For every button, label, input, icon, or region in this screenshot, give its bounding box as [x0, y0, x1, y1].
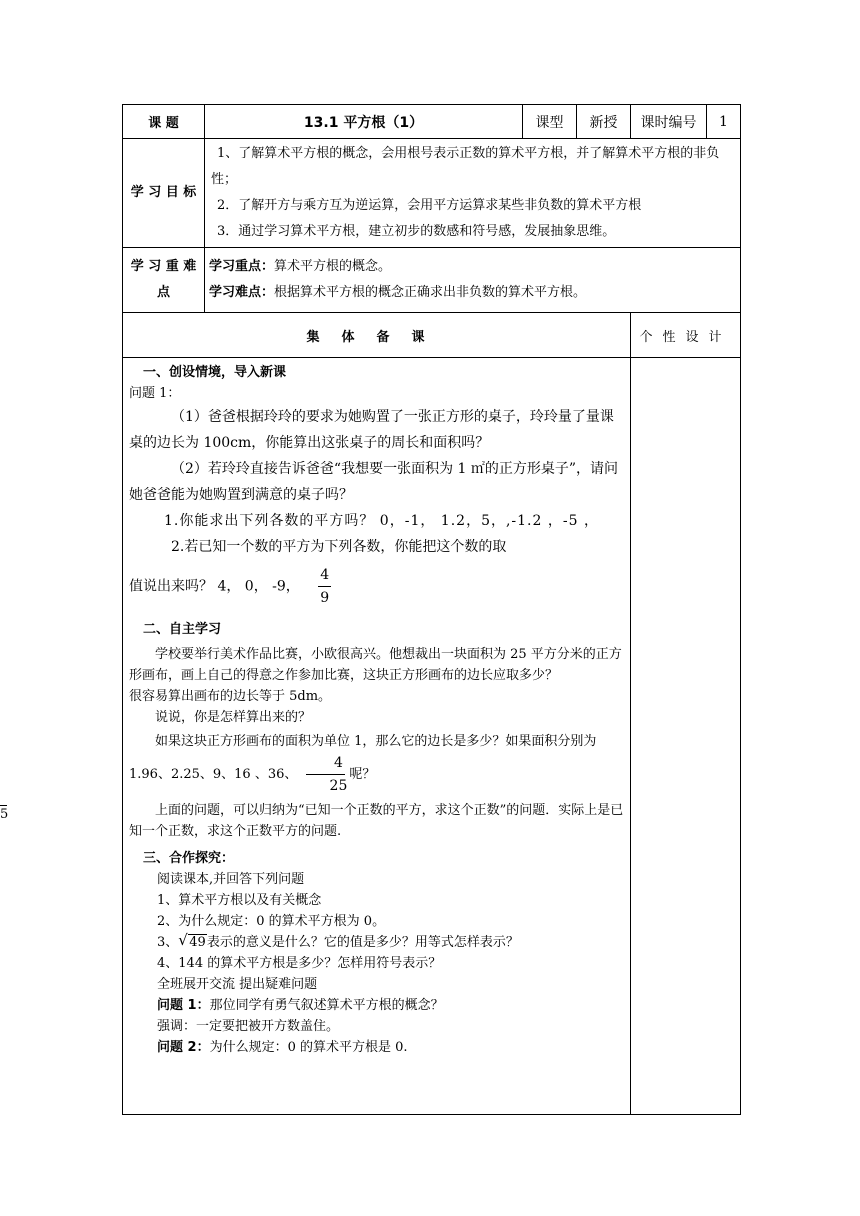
section3-question2	[129, 1037, 624, 1058]
content-row	[123, 358, 741, 1115]
lesson-plan-table	[122, 104, 741, 1115]
prep-header-row	[123, 313, 741, 358]
goal-item: 2．了解开方与乘方互为逆运算，会用平方运算求某些非负数的算术平方根	[217, 198, 642, 213]
question1-label: 问题 1：	[157, 998, 210, 1013]
section1-para2: （2）若玲玲直接告诉爸爸“我想要一张面积为 1 ㎡的正方形桌子”，请问她爸爸能为她购置到满意的桌子吗？	[129, 461, 619, 503]
header-row	[123, 105, 741, 139]
fraction-denominator: 9	[320, 590, 330, 606]
section3-item3-prefix: 3、	[157, 935, 179, 950]
section1-question-label: 问题 1：	[129, 386, 181, 401]
individual-design-cell	[631, 358, 741, 1115]
section3-emphasis: 强调：一定要把被开方数盖住。	[157, 1019, 340, 1034]
section1-para5	[129, 564, 624, 609]
goal-item: 1、了解算术平方根的概念，会用根号表示正数的算术平方根，并了解算术平方根的非负性；	[211, 146, 720, 187]
section2-para1: 学校要举行美术作品比赛，小欧很高兴。他想裁出一块面积为 25 平方分米的正方形画布，画上自己的得意之作参加比赛，这块正方形画布的边长应取多少？	[129, 647, 622, 683]
focus-line	[209, 254, 736, 280]
difficulty-line	[209, 280, 736, 306]
goals-content	[205, 139, 741, 248]
collective-prep-title: 集体备课	[123, 313, 631, 358]
lesson-title: 13.1 平方根（1）	[205, 105, 523, 139]
individual-design-title: 个性设计	[631, 313, 741, 358]
focus-text: 算术平方根的概念。	[274, 259, 392, 274]
section3-item1: 1、算术平方根以及有关概念	[157, 893, 322, 908]
question2-label: 问题 2：	[157, 1040, 210, 1055]
section1-para4: 2.若已知一个数的平方为下列各数，你能把这个数的取	[171, 539, 507, 555]
question1-text: 那位同学有勇气叙述算术平方根的概念？	[209, 998, 444, 1013]
period-label: 课时编号	[631, 105, 707, 139]
lesson-content	[123, 358, 631, 1115]
section3-item3	[129, 932, 624, 953]
keypoints-label: 学 习 重 难 点	[123, 248, 205, 313]
fraction-numerator: 4	[318, 564, 331, 587]
radical-sign: √	[178, 931, 188, 949]
section2-para5: 上面的问题，可以归纳为“已知一个正数的平方，求这个正数”的问题．实际上是已知一个正数，求这个正数平方的问题.	[129, 803, 624, 839]
difficulty-label: 学习难点：	[209, 285, 275, 300]
period-value: 1	[707, 105, 741, 139]
type-label: 课型	[523, 105, 577, 139]
fraction-4-25	[304, 752, 348, 797]
section2-para4-tail: 呢？	[349, 767, 376, 782]
section3-question1	[129, 995, 624, 1016]
fraction-numerator: 4	[306, 752, 345, 775]
section3-discuss: 全班展开交流 提出疑难问题	[157, 977, 318, 992]
margin-fraction-denominator: 5	[0, 807, 9, 822]
section3-intro: 阅读课本,并回答下列问题	[157, 872, 305, 887]
question2-text: 为什么规定：0 的算术平方根是 0.	[209, 1040, 408, 1055]
section2-title: 二、自主学习	[143, 622, 222, 637]
section1-para3: 1.你能求出下列各数的平方吗？ 0，-1， 1.2，5，,-1.2 ，-5 ，	[164, 513, 599, 529]
section1-title: 一、创设情境，导入新课	[143, 365, 287, 380]
section2-para4-text: 如果这块正方形画布的面积为单位 1，那么它的边长是多少？如果面积分别为 1.96、2.25、9、16 、36、	[129, 734, 597, 782]
section2-para2: 很容易算出画布的边长等于 5dm。	[129, 689, 332, 704]
section1-para1: （1）爸爸根据玲玲的要求为她购置了一张正方形的桌子，玲玲量了量课桌的边长为 100cm，你能算出这张桌子的周长和面积吗？	[129, 409, 614, 451]
section2-para4	[129, 731, 624, 797]
keypoints-row	[123, 248, 741, 313]
focus-label: 学习重点：	[209, 259, 275, 274]
section2-para3: 说说，你是怎样算出来的？	[155, 710, 312, 725]
keypoints-content	[205, 248, 741, 313]
fraction-4-9	[318, 564, 331, 609]
section3-item4: 4、144 的算术平方根是多少？怎样用符号表示？	[157, 956, 442, 971]
goals-row	[123, 139, 741, 248]
radicand: 49	[189, 935, 206, 950]
type-value: 新授	[577, 105, 631, 139]
difficulty-text: 根据算术平方根的概念正确求出非负数的算术平方根。	[274, 285, 587, 300]
fraction-denominator: 25	[329, 778, 348, 794]
sqrt-49	[178, 932, 207, 953]
goals-label: 学 习 目 标	[123, 139, 205, 248]
section3-title: 三、合作探究：	[143, 851, 235, 866]
section3-item2: 2、为什么规定：0 的算术平方根为 0。	[157, 914, 386, 929]
goal-item: 3．通过学习算术平方根，建立初步的数感和符号感，发展抽象思维。	[217, 224, 616, 239]
section3-item3-text: 表示的意义是什么？它的值是多少？用等式怎样表示？	[206, 935, 519, 950]
margin-fraction-fragment	[0, 805, 7, 823]
topic-label: 课 题	[123, 105, 205, 139]
section1-para5-text: 值说出来吗？ 4， 0， -9，	[129, 578, 300, 595]
